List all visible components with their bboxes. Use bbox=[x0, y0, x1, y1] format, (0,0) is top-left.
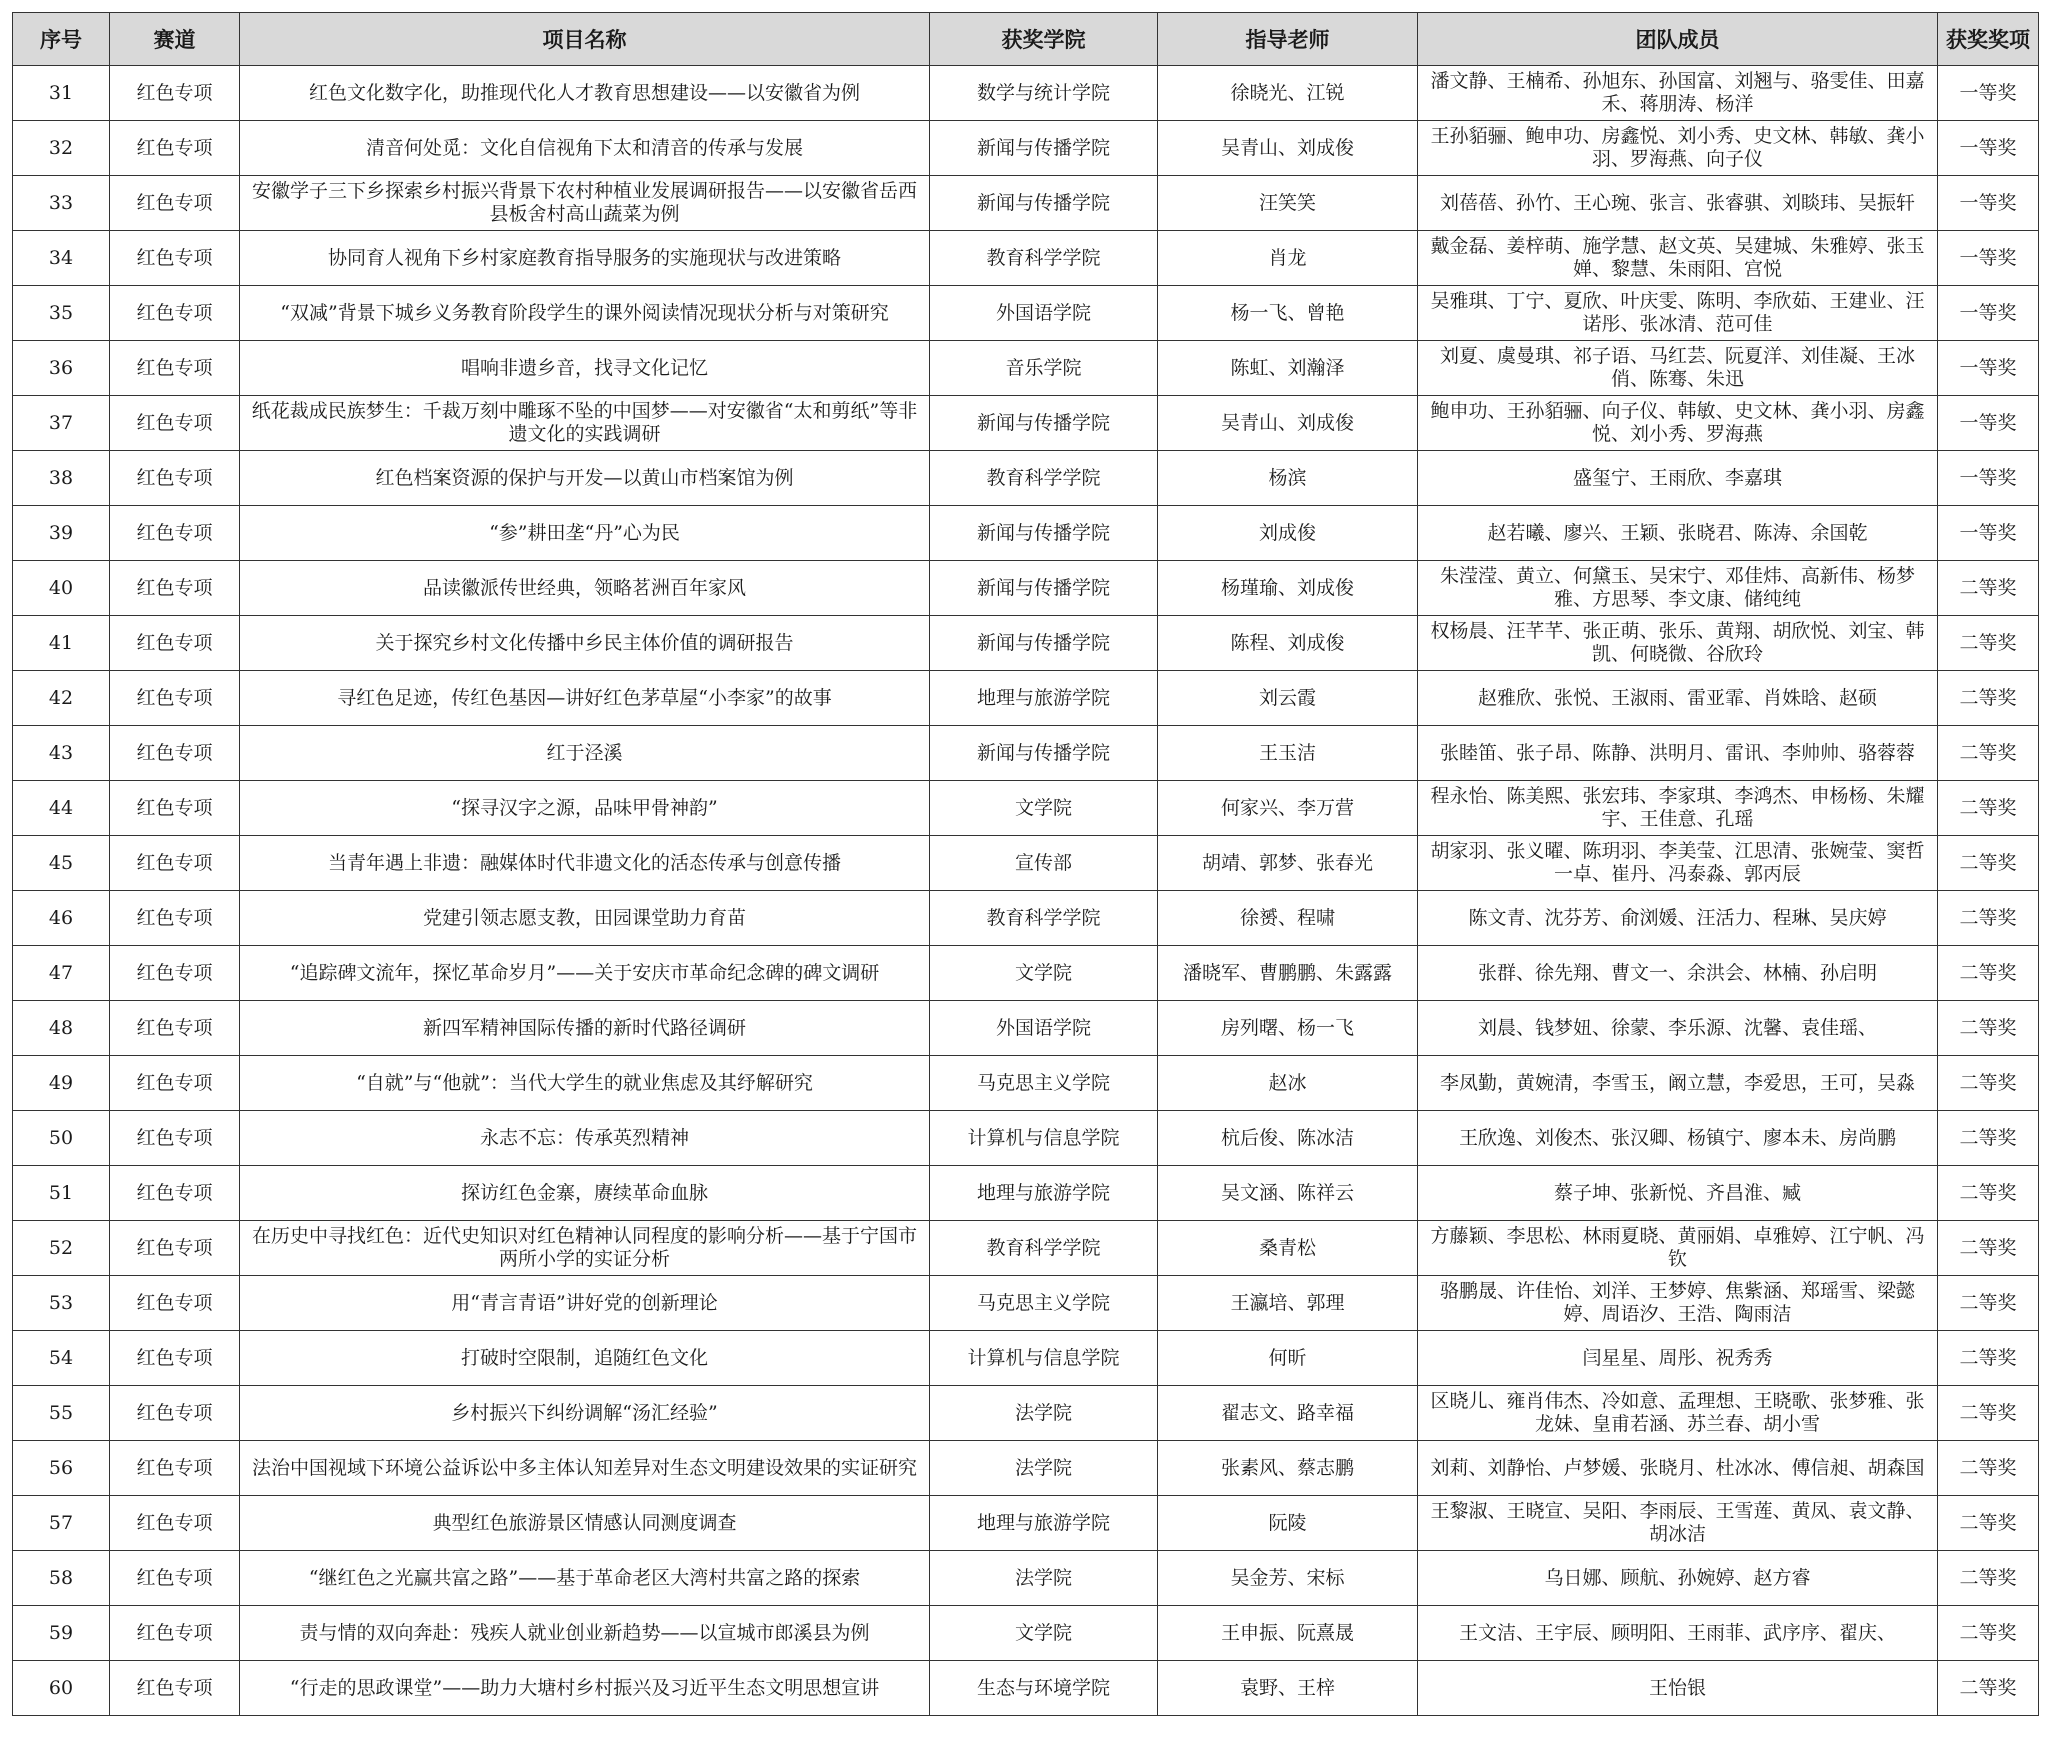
cell-award: 二等奖 bbox=[1938, 671, 2039, 726]
table-row bbox=[13, 891, 2039, 946]
cell-track: 红色专项 bbox=[110, 1331, 240, 1386]
cell-award: 二等奖 bbox=[1938, 1221, 2039, 1276]
cell-award: 一等奖 bbox=[1938, 396, 2039, 451]
cell-award: 一等奖 bbox=[1938, 66, 2039, 121]
cell-track: 红色专项 bbox=[110, 176, 240, 231]
table-row bbox=[13, 1496, 2039, 1551]
cell-track: 红色专项 bbox=[110, 1661, 240, 1716]
cell-index: 59 bbox=[13, 1606, 110, 1661]
cell-team-members: 赵雅欣、张悦、王淑雨、雷亚霏、肖姝晗、赵硕 bbox=[1418, 671, 1938, 726]
table-row bbox=[13, 1441, 2039, 1496]
cell-award: 一等奖 bbox=[1938, 176, 2039, 231]
cell-team-members: 区晓儿、雍肖伟杰、冷如意、孟理想、王晓歌、张梦雅、张龙妹、皇甫若涵、苏兰春、胡小雪 bbox=[1418, 1386, 1938, 1441]
cell-track: 红色专项 bbox=[110, 946, 240, 1001]
cell-index: 52 bbox=[13, 1221, 110, 1276]
cell-college: 教育科学学院 bbox=[930, 1221, 1158, 1276]
cell-award: 一等奖 bbox=[1938, 286, 2039, 341]
cell-team-members: 盛玺宁、王雨欣、李嘉琪 bbox=[1418, 451, 1938, 506]
header-team-members: 团队成员 bbox=[1418, 13, 1938, 66]
cell-award: 二等奖 bbox=[1938, 781, 2039, 836]
cell-track: 红色专项 bbox=[110, 286, 240, 341]
header-advisor: 指导老师 bbox=[1158, 13, 1418, 66]
cell-index: 55 bbox=[13, 1386, 110, 1441]
cell-advisor: 吴文涵、陈祥云 bbox=[1158, 1166, 1418, 1221]
cell-advisor: 赵冰 bbox=[1158, 1056, 1418, 1111]
cell-team-members: 程永怡、陈美熙、张宏玮、李家琪、李鸿杰、申杨杨、朱耀宇、王佳意、孔瑶 bbox=[1418, 781, 1938, 836]
cell-track: 红色专项 bbox=[110, 1111, 240, 1166]
cell-track: 红色专项 bbox=[110, 1441, 240, 1496]
cell-team-members: 朱滢滢、黄立、何黛玉、吴宋宁、邓佳炜、高新伟、杨梦雅、方思琴、李文康、储纯纯 bbox=[1418, 561, 1938, 616]
cell-award: 一等奖 bbox=[1938, 341, 2039, 396]
cell-project-name: 安徽学子三下乡探索乡村振兴背景下农村种植业发展调研报告——以安徽省岳西县板舍村高山蔬菜为例 bbox=[240, 176, 930, 231]
cell-project-name: 探访红色金寨，赓续革命血脉 bbox=[240, 1166, 930, 1221]
cell-advisor: 胡靖、郭梦、张春光 bbox=[1158, 836, 1418, 891]
cell-index: 56 bbox=[13, 1441, 110, 1496]
awards-table bbox=[12, 12, 2039, 1716]
cell-project-name: 打破时空限制，追随红色文化 bbox=[240, 1331, 930, 1386]
cell-advisor: 袁野、王梓 bbox=[1158, 1661, 1418, 1716]
cell-track: 红色专项 bbox=[110, 1166, 240, 1221]
cell-college: 地理与旅游学院 bbox=[930, 1496, 1158, 1551]
cell-award: 二等奖 bbox=[1938, 1331, 2039, 1386]
cell-project-name: 清音何处觅：文化自信视角下太和清音的传承与发展 bbox=[240, 121, 930, 176]
cell-project-name: 典型红色旅游景区情感认同测度调查 bbox=[240, 1496, 930, 1551]
cell-advisor: 房列曙、杨一飞 bbox=[1158, 1001, 1418, 1056]
cell-award: 二等奖 bbox=[1938, 836, 2039, 891]
header-project-name: 项目名称 bbox=[240, 13, 930, 66]
table-row bbox=[13, 176, 2039, 231]
cell-index: 44 bbox=[13, 781, 110, 836]
table-row bbox=[13, 231, 2039, 286]
cell-award: 二等奖 bbox=[1938, 1551, 2039, 1606]
cell-college: 马克思主义学院 bbox=[930, 1056, 1158, 1111]
table-row bbox=[13, 1331, 2039, 1386]
cell-award: 二等奖 bbox=[1938, 1661, 2039, 1716]
cell-team-members: 王欣逸、刘俊杰、张汉卿、杨镇宁、廖本未、房尚鹏 bbox=[1418, 1111, 1938, 1166]
cell-award: 二等奖 bbox=[1938, 891, 2039, 946]
cell-track: 红色专项 bbox=[110, 231, 240, 286]
cell-track: 红色专项 bbox=[110, 1276, 240, 1331]
cell-award: 二等奖 bbox=[1938, 1166, 2039, 1221]
cell-index: 50 bbox=[13, 1111, 110, 1166]
cell-advisor: 徐赟、程啸 bbox=[1158, 891, 1418, 946]
cell-advisor: 杨瑾瑜、刘成俊 bbox=[1158, 561, 1418, 616]
header-index: 序号 bbox=[13, 13, 110, 66]
cell-index: 45 bbox=[13, 836, 110, 891]
cell-index: 40 bbox=[13, 561, 110, 616]
cell-index: 36 bbox=[13, 341, 110, 396]
table-row bbox=[13, 66, 2039, 121]
cell-advisor: 汪笑笑 bbox=[1158, 176, 1418, 231]
cell-team-members: 蔡子坤、张新悦、齐昌淮、臧 bbox=[1418, 1166, 1938, 1221]
cell-index: 47 bbox=[13, 946, 110, 1001]
cell-advisor: 吴青山、刘成俊 bbox=[1158, 121, 1418, 176]
cell-team-members: 王文洁、王宇辰、顾明阳、王雨菲、武序序、翟庆、 bbox=[1418, 1606, 1938, 1661]
cell-team-members: 方藤颖、李思松、林雨夏晓、黄丽娟、卓雅婷、江宁帆、冯钦 bbox=[1418, 1221, 1938, 1276]
cell-track: 红色专项 bbox=[110, 1606, 240, 1661]
cell-track: 红色专项 bbox=[110, 891, 240, 946]
cell-project-name: 法治中国视域下环境公益诉讼中多主体认知差异对生态文明建设效果的实证研究 bbox=[240, 1441, 930, 1496]
table-row bbox=[13, 946, 2039, 1001]
cell-award: 二等奖 bbox=[1938, 1606, 2039, 1661]
cell-award: 二等奖 bbox=[1938, 561, 2039, 616]
cell-team-members: 权杨晨、汪芊芊、张正萌、张乐、黄翔、胡欣悦、刘宝、韩凯、何晓微、谷欣玲 bbox=[1418, 616, 1938, 671]
cell-advisor: 吴青山、刘成俊 bbox=[1158, 396, 1418, 451]
cell-team-members: 胡家羽、张义曜、陈玥羽、李美莹、江思清、张婉莹、窦哲一卓、崔丹、冯泰淼、郭丙辰 bbox=[1418, 836, 1938, 891]
cell-index: 54 bbox=[13, 1331, 110, 1386]
cell-award: 二等奖 bbox=[1938, 1056, 2039, 1111]
cell-track: 红色专项 bbox=[110, 781, 240, 836]
cell-college: 文学院 bbox=[930, 781, 1158, 836]
cell-project-name: 关于探究乡村文化传播中乡民主体价值的调研报告 bbox=[240, 616, 930, 671]
cell-track: 红色专项 bbox=[110, 1386, 240, 1441]
cell-team-members: 潘文静、王楠希、孙旭东、孙国富、刘翘与、骆雯佳、田嘉禾、蒋朋涛、杨洋 bbox=[1418, 66, 1938, 121]
cell-award: 二等奖 bbox=[1938, 1441, 2039, 1496]
cell-index: 34 bbox=[13, 231, 110, 286]
cell-team-members: 张群、徐先翔、曹文一、余洪会、林楠、孙启明 bbox=[1418, 946, 1938, 1001]
cell-college: 新闻与传播学院 bbox=[930, 726, 1158, 781]
cell-team-members: 王怡银 bbox=[1418, 1661, 1938, 1716]
cell-advisor: 翟志文、路幸福 bbox=[1158, 1386, 1418, 1441]
table-row bbox=[13, 121, 2039, 176]
cell-award: 二等奖 bbox=[1938, 946, 2039, 1001]
table-row bbox=[13, 341, 2039, 396]
cell-project-name: “自就”与“他就”：当代大学生的就业焦虑及其纾解研究 bbox=[240, 1056, 930, 1111]
cell-college: 音乐学院 bbox=[930, 341, 1158, 396]
cell-advisor: 杨一飞、曾艳 bbox=[1158, 286, 1418, 341]
cell-award: 一等奖 bbox=[1938, 231, 2039, 286]
cell-index: 39 bbox=[13, 506, 110, 561]
cell-college: 地理与旅游学院 bbox=[930, 1166, 1158, 1221]
cell-project-name: 寻红色足迹，传红色基因—讲好红色茅草屋“小李家”的故事 bbox=[240, 671, 930, 726]
header-college: 获奖学院 bbox=[930, 13, 1158, 66]
cell-advisor: 吴金芳、宋标 bbox=[1158, 1551, 1418, 1606]
cell-team-members: 王孙貊骊、鲍申功、房鑫悦、刘小秀、史文林、韩敏、龚小羽、罗海燕、向子仪 bbox=[1418, 121, 1938, 176]
cell-track: 红色专项 bbox=[110, 396, 240, 451]
cell-college: 法学院 bbox=[930, 1551, 1158, 1606]
cell-award: 一等奖 bbox=[1938, 121, 2039, 176]
table-row bbox=[13, 506, 2039, 561]
cell-track: 红色专项 bbox=[110, 121, 240, 176]
cell-advisor: 刘成俊 bbox=[1158, 506, 1418, 561]
table-row bbox=[13, 1056, 2039, 1111]
cell-team-members: 吴雅琪、丁宁、夏欣、叶庆雯、陈明、李欣茹、王建业、汪诺彤、张冰清、范可佳 bbox=[1418, 286, 1938, 341]
table-row bbox=[13, 781, 2039, 836]
cell-project-name: 党建引领志愿支教，田园课堂助力育苗 bbox=[240, 891, 930, 946]
cell-index: 51 bbox=[13, 1166, 110, 1221]
cell-award: 二等奖 bbox=[1938, 1386, 2039, 1441]
cell-index: 32 bbox=[13, 121, 110, 176]
cell-index: 46 bbox=[13, 891, 110, 946]
cell-college: 文学院 bbox=[930, 1606, 1158, 1661]
cell-college: 宣传部 bbox=[930, 836, 1158, 891]
table-row bbox=[13, 1276, 2039, 1331]
cell-project-name: 在历史中寻找红色：近代史知识对红色精神认同程度的影响分析——基于宁国市两所小学的实证分析 bbox=[240, 1221, 930, 1276]
cell-index: 41 bbox=[13, 616, 110, 671]
cell-index: 48 bbox=[13, 1001, 110, 1056]
cell-project-name: 协同育人视角下乡村家庭教育指导服务的实施现状与改进策略 bbox=[240, 231, 930, 286]
cell-project-name: 红色档案资源的保护与开发—以黄山市档案馆为例 bbox=[240, 451, 930, 506]
cell-track: 红色专项 bbox=[110, 341, 240, 396]
cell-team-members: 戴金磊、姜梓萌、施学慧、赵文英、吴建城、朱雅婷、张玉婵、黎慧、朱雨阳、宫悦 bbox=[1418, 231, 1938, 286]
cell-track: 红色专项 bbox=[110, 506, 240, 561]
cell-college: 文学院 bbox=[930, 946, 1158, 1001]
cell-college: 法学院 bbox=[930, 1441, 1158, 1496]
cell-index: 33 bbox=[13, 176, 110, 231]
cell-award: 二等奖 bbox=[1938, 616, 2039, 671]
cell-team-members: 骆鹏晟、许佳怡、刘洋、王梦婷、焦紫涵、郑瑶雪、梁懿婷、周语汐、王浩、陶雨洁 bbox=[1418, 1276, 1938, 1331]
cell-college: 法学院 bbox=[930, 1386, 1158, 1441]
cell-advisor: 桑青松 bbox=[1158, 1221, 1418, 1276]
cell-project-name: “探寻汉字之源，品味甲骨神韵” bbox=[240, 781, 930, 836]
cell-team-members: 乌日娜、顾航、孙婉婷、赵方睿 bbox=[1418, 1551, 1938, 1606]
table-row bbox=[13, 1166, 2039, 1221]
cell-college: 外国语学院 bbox=[930, 1001, 1158, 1056]
table-row bbox=[13, 1221, 2039, 1276]
cell-college: 外国语学院 bbox=[930, 286, 1158, 341]
cell-team-members: 闫星星、周彤、祝秀秀 bbox=[1418, 1331, 1938, 1386]
cell-project-name: “继红色之光赢共富之路”——基于革命老区大湾村共富之路的探索 bbox=[240, 1551, 930, 1606]
cell-college: 生态与环境学院 bbox=[930, 1661, 1158, 1716]
cell-award: 二等奖 bbox=[1938, 1276, 2039, 1331]
table-body bbox=[13, 66, 2039, 1716]
cell-college: 马克思主义学院 bbox=[930, 1276, 1158, 1331]
cell-team-members: 刘晨、钱梦妞、徐蒙、李乐源、沈馨、袁佳瑶、 bbox=[1418, 1001, 1938, 1056]
cell-college: 数学与统计学院 bbox=[930, 66, 1158, 121]
cell-project-name: “追踪碑文流年，探忆革命岁月”——关于安庆市革命纪念碑的碑文调研 bbox=[240, 946, 930, 1001]
cell-track: 红色专项 bbox=[110, 1221, 240, 1276]
cell-college: 计算机与信息学院 bbox=[930, 1331, 1158, 1386]
cell-college: 教育科学学院 bbox=[930, 891, 1158, 946]
cell-advisor: 肖龙 bbox=[1158, 231, 1418, 286]
cell-track: 红色专项 bbox=[110, 616, 240, 671]
cell-college: 教育科学学院 bbox=[930, 451, 1158, 506]
cell-advisor: 杨滨 bbox=[1158, 451, 1418, 506]
table-row bbox=[13, 1386, 2039, 1441]
cell-index: 38 bbox=[13, 451, 110, 506]
table-row bbox=[13, 396, 2039, 451]
cell-project-name: 纸花裁成民族梦生：千裁万刻中雕琢不坠的中国梦——对安徽省“太和剪纸”等非遗文化的实践调研 bbox=[240, 396, 930, 451]
cell-college: 新闻与传播学院 bbox=[930, 506, 1158, 561]
cell-track: 红色专项 bbox=[110, 1001, 240, 1056]
cell-project-name: 乡村振兴下纠纷调解“汤汇经验” bbox=[240, 1386, 930, 1441]
cell-track: 红色专项 bbox=[110, 726, 240, 781]
cell-track: 红色专项 bbox=[110, 1496, 240, 1551]
table-row bbox=[13, 286, 2039, 341]
cell-index: 42 bbox=[13, 671, 110, 726]
table-row bbox=[13, 1606, 2039, 1661]
cell-advisor: 何昕 bbox=[1158, 1331, 1418, 1386]
cell-track: 红色专项 bbox=[110, 836, 240, 891]
cell-award: 一等奖 bbox=[1938, 506, 2039, 561]
cell-advisor: 潘晓军、曹鹏鹏、朱露露 bbox=[1158, 946, 1418, 1001]
cell-team-members: 陈文青、沈芬芳、俞浏媛、汪活力、程琳、吴庆婷 bbox=[1418, 891, 1938, 946]
cell-project-name: 用“青言青语”讲好党的创新理论 bbox=[240, 1276, 930, 1331]
cell-project-name: 唱响非遗乡音，找寻文化记忆 bbox=[240, 341, 930, 396]
table-row bbox=[13, 1001, 2039, 1056]
cell-track: 红色专项 bbox=[110, 1551, 240, 1606]
cell-project-name: 红于泾溪 bbox=[240, 726, 930, 781]
cell-index: 43 bbox=[13, 726, 110, 781]
cell-college: 计算机与信息学院 bbox=[930, 1111, 1158, 1166]
cell-track: 红色专项 bbox=[110, 66, 240, 121]
cell-advisor: 王瀛培、郭理 bbox=[1158, 1276, 1418, 1331]
header-track: 赛道 bbox=[110, 13, 240, 66]
table-row bbox=[13, 561, 2039, 616]
table-row bbox=[13, 451, 2039, 506]
cell-project-name: 当青年遇上非遗：融媒体时代非遗文化的活态传承与创意传播 bbox=[240, 836, 930, 891]
table-row bbox=[13, 1661, 2039, 1716]
cell-college: 新闻与传播学院 bbox=[930, 176, 1158, 231]
cell-team-members: 刘蓓蓓、孙竹、王心琬、张言、张睿骐、刘睒玮、吴振轩 bbox=[1418, 176, 1938, 231]
cell-team-members: 王黎淑、王晓宣、吴阳、李雨辰、王雪莲、黄凤、袁文静、胡冰洁 bbox=[1418, 1496, 1938, 1551]
cell-college: 新闻与传播学院 bbox=[930, 396, 1158, 451]
table-row bbox=[13, 836, 2039, 891]
cell-team-members: 李凤勤，黄婉清，李雪玉，阚立慧，李爱思，王可，吴淼 bbox=[1418, 1056, 1938, 1111]
cell-advisor: 杭后俊、陈冰洁 bbox=[1158, 1111, 1418, 1166]
cell-index: 57 bbox=[13, 1496, 110, 1551]
cell-advisor: 阮陵 bbox=[1158, 1496, 1418, 1551]
cell-advisor: 陈虹、刘瀚泽 bbox=[1158, 341, 1418, 396]
cell-track: 红色专项 bbox=[110, 451, 240, 506]
cell-team-members: 赵若曦、廖兴、王颖、张晓君、陈涛、余国乾 bbox=[1418, 506, 1938, 561]
cell-advisor: 王玉洁 bbox=[1158, 726, 1418, 781]
cell-index: 60 bbox=[13, 1661, 110, 1716]
cell-index: 53 bbox=[13, 1276, 110, 1331]
cell-award: 二等奖 bbox=[1938, 726, 2039, 781]
cell-college: 新闻与传播学院 bbox=[930, 561, 1158, 616]
cell-index: 37 bbox=[13, 396, 110, 451]
cell-award: 二等奖 bbox=[1938, 1111, 2039, 1166]
cell-team-members: 刘莉、刘静怡、卢梦媛、张晓月、杜冰冰、傅信昶、胡森国 bbox=[1418, 1441, 1938, 1496]
header-award: 获奖奖项 bbox=[1938, 13, 2039, 66]
cell-award: 一等奖 bbox=[1938, 451, 2039, 506]
cell-project-name: “双减”背景下城乡义务教育阶段学生的课外阅读情况现状分析与对策研究 bbox=[240, 286, 930, 341]
cell-project-name: 永志不忘：传承英烈精神 bbox=[240, 1111, 930, 1166]
cell-college: 地理与旅游学院 bbox=[930, 671, 1158, 726]
cell-project-name: “参”耕田垄“丹”心为民 bbox=[240, 506, 930, 561]
table-row bbox=[13, 616, 2039, 671]
cell-index: 35 bbox=[13, 286, 110, 341]
table-row bbox=[13, 1551, 2039, 1606]
cell-college: 新闻与传播学院 bbox=[930, 616, 1158, 671]
cell-project-name: “行走的思政课堂”——助力大塘村乡村振兴及习近平生态文明思想宣讲 bbox=[240, 1661, 930, 1716]
cell-track: 红色专项 bbox=[110, 671, 240, 726]
cell-track: 红色专项 bbox=[110, 1056, 240, 1111]
cell-project-name: 品读徽派传世经典，领略茗洲百年家风 bbox=[240, 561, 930, 616]
cell-advisor: 何家兴、李万营 bbox=[1158, 781, 1418, 836]
cell-team-members: 张睦笛、张子昂、陈静、洪明月、雷讯、李帅帅、骆蓉蓉 bbox=[1418, 726, 1938, 781]
cell-index: 58 bbox=[13, 1551, 110, 1606]
cell-project-name: 新四军精神国际传播的新时代路径调研 bbox=[240, 1001, 930, 1056]
cell-team-members: 鲍申功、王孙貊骊、向子仪、韩敏、史文林、龚小羽、房鑫悦、刘小秀、罗海燕 bbox=[1418, 396, 1938, 451]
cell-project-name: 红色文化数字化，助推现代化人才教育思想建设——以安徽省为例 bbox=[240, 66, 930, 121]
cell-advisor: 陈程、刘成俊 bbox=[1158, 616, 1418, 671]
cell-advisor: 张素风、蔡志鹏 bbox=[1158, 1441, 1418, 1496]
table-row bbox=[13, 671, 2039, 726]
cell-project-name: 责与情的双向奔赴：残疾人就业创业新趋势——以宣城市郎溪县为例 bbox=[240, 1606, 930, 1661]
cell-index: 31 bbox=[13, 66, 110, 121]
cell-college: 新闻与传播学院 bbox=[930, 121, 1158, 176]
cell-track: 红色专项 bbox=[110, 561, 240, 616]
cell-award: 二等奖 bbox=[1938, 1496, 2039, 1551]
table-header-row bbox=[13, 13, 2039, 66]
cell-index: 49 bbox=[13, 1056, 110, 1111]
cell-advisor: 王申振、阮熹晟 bbox=[1158, 1606, 1418, 1661]
cell-team-members: 刘夏、虞曼琪、祁子语、马红芸、阮夏洋、刘佳凝、王冰俏、陈骞、朱迅 bbox=[1418, 341, 1938, 396]
cell-advisor: 刘云霞 bbox=[1158, 671, 1418, 726]
table-row bbox=[13, 1111, 2039, 1166]
table-row bbox=[13, 726, 2039, 781]
cell-college: 教育科学学院 bbox=[930, 231, 1158, 286]
awards-table-container bbox=[12, 12, 2038, 1716]
cell-advisor: 徐晓光、江锐 bbox=[1158, 66, 1418, 121]
cell-award: 二等奖 bbox=[1938, 1001, 2039, 1056]
